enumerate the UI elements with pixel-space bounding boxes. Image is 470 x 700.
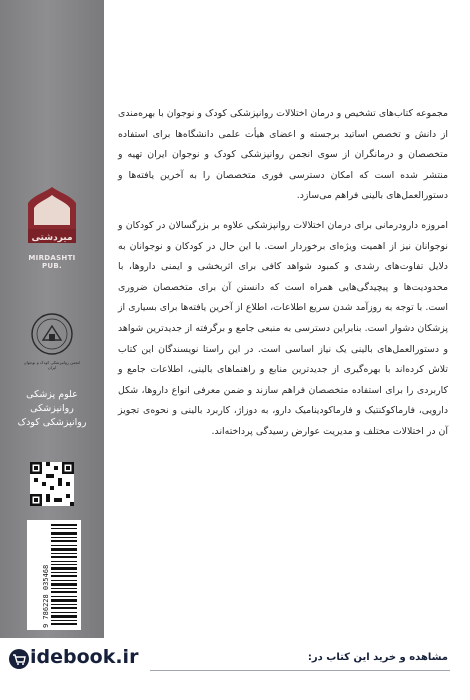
- association-seal-icon: [20, 310, 84, 360]
- isbn-text-vertical: [40, 520, 50, 630]
- series-line-2: روانپزشکی: [30, 403, 74, 414]
- cart-icon: [8, 648, 30, 670]
- series-line-1: علوم پزشکی: [26, 389, 78, 400]
- promo-underline: [150, 670, 450, 671]
- barcode-icon: [27, 520, 81, 630]
- isbn-barcode: [27, 520, 81, 630]
- book-spine: [0, 0, 104, 700]
- publisher-name-en: MIRDASHTI PUB.: [28, 254, 76, 270]
- watermark-brand[interactable]: idebook.ir: [30, 646, 139, 668]
- description-paragraph: امروزه دارودرمانی برای درمان اختلالات روانپزشکی علاوه بر بزرگسالان در کودکان و نوجوانان نیز از اهمیت ویژه‌ای برخوردار است. با این حال در کودکان و نوجوانان به دلایل تفاوت‌های رشدی و کمبود شواهد کافی برای اثربخشی و ایمنی داروها، با محدودیت‌ها و پیچیدگی‌هایی همراه است که دانستن آن برای متخصصان ضروری است. با توجه به روزآمد شدن سریع اطلاعات، اطلاع از آخرین یافته‌ها برای بسیاری از پزشکان دشوار است. بنابراین دسترسی به منبعی جامع و برگرفته از جدیدترین شواهد و دستورالعمل‌های بالینی یک نیاز اساسی است. در این راستا نویسندگان این کتاب تلاش کرده‌اند با بهره‌گیری از جدیدترین منابع و راهنماهای بالینی، اطلاعات جامع و کاربردی را برای استفاده متخصصان فراهم سازند و ضمن معرفی انواع داروها، شکل دارویی، فارماکوکنتیک و فارماکودینامیک دارو، به دوزاژ، کاربرد بالینی و نحوه‌ی تجویز آن در اختلالات مختلف و مدیریت عوارض رسیدگی پرداخته‌اند.: [118, 219, 448, 437]
- isbn-number: [40, 520, 50, 630]
- intro-paragraph: مجموعه کتاب‌های تشخیص و درمان اختلالات روانپزشکی کودک و نوجوان با بهره‌مندی از دانش و تخصص اساتید برجسته و اعضای هیأت علمی دانشگاه‌ها برای استفاده متخصصان و درمانگران از سوی انجمن روانپزشکی کودک و نوجوان ایران تهیه و منتشر شده است که امکان دسترسی فوری متخصصان را به آخرین یافته‌ها و دستورالعمل‌های بالینی فراهم می‌سازد.: [118, 108, 448, 202]
- association-emblem: [20, 310, 84, 370]
- series-label: [8, 388, 96, 430]
- association-caption: انجمن روانپزشکی کودک و نوجوان ایران: [23, 360, 81, 370]
- series-line-3: روانپزشکی کودک: [17, 417, 87, 428]
- svg-text:9 786228 035468: 9 786228 035468: [42, 564, 50, 628]
- publisher-emblem-icon: [22, 185, 82, 255]
- svg-text:میردشتی: میردشتی: [31, 233, 73, 243]
- back-cover-text: [118, 104, 448, 443]
- promo-text: مشاهده و خرید این کتاب در:: [307, 652, 448, 663]
- shopping-cart-icon: [8, 648, 30, 670]
- publisher-logo: [22, 185, 82, 280]
- qr-code-icon: [30, 462, 74, 506]
- qr-code: [30, 462, 74, 506]
